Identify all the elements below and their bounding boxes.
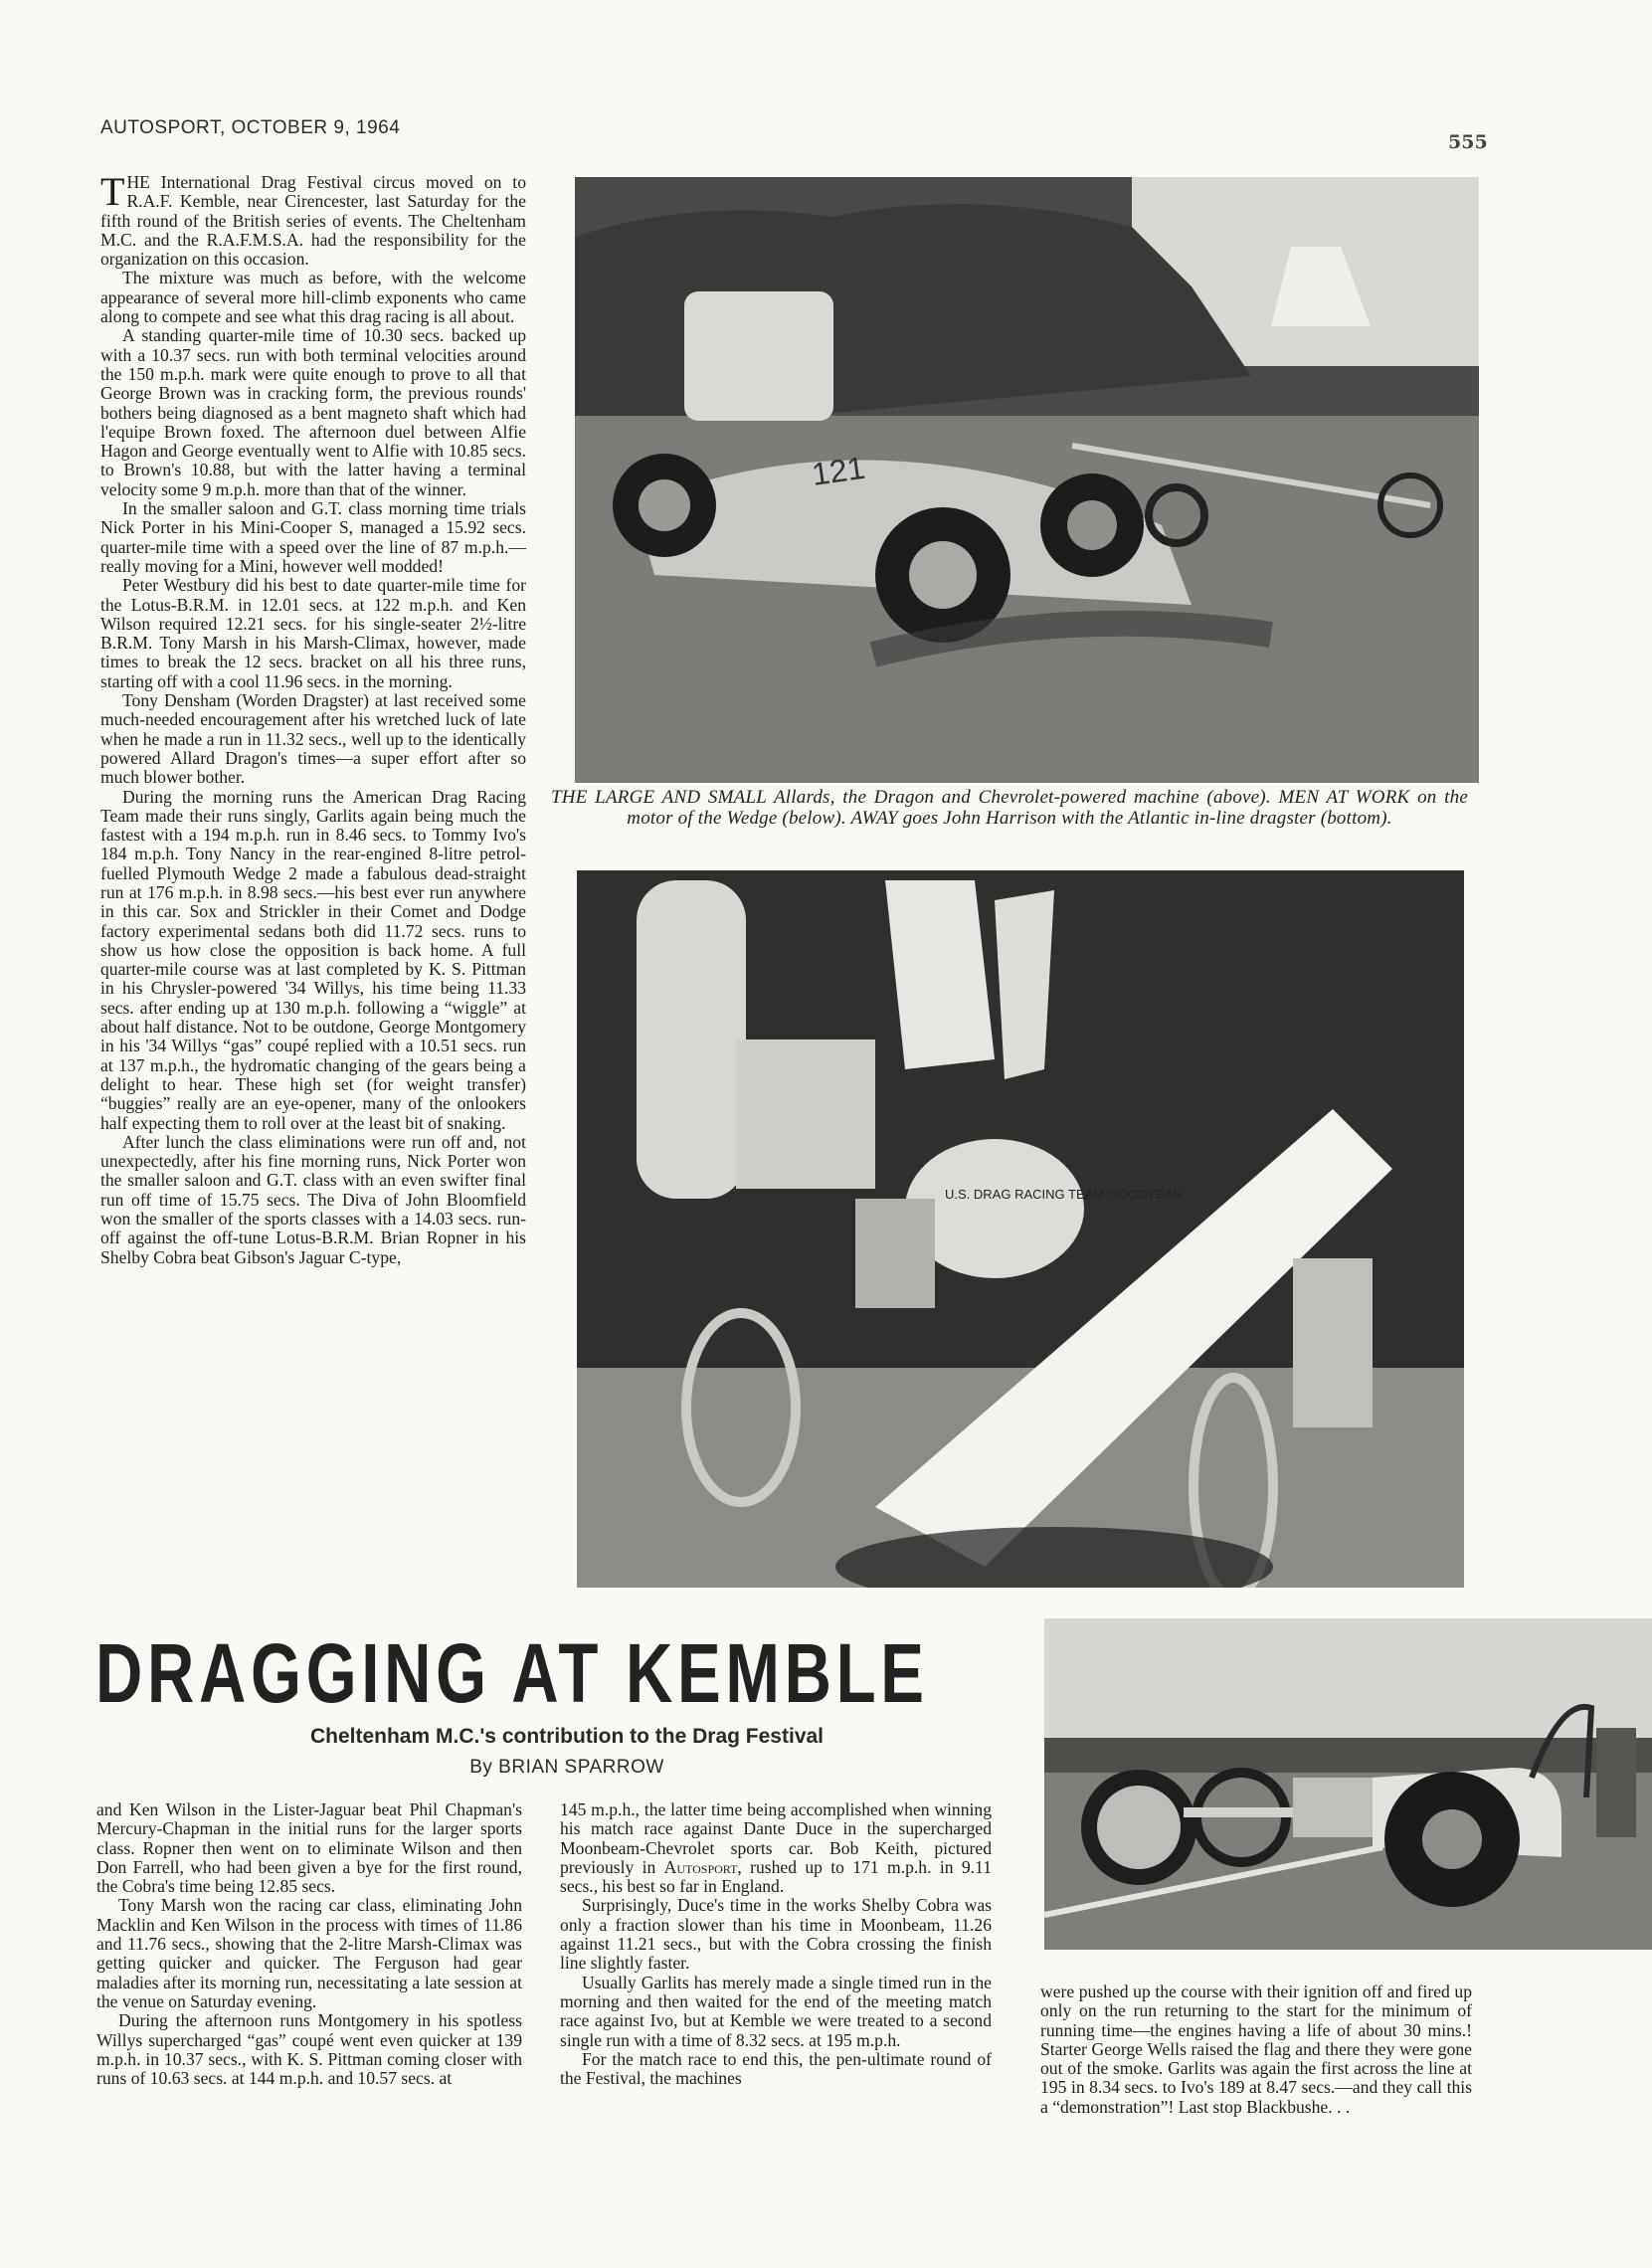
- paragraph: For the match race to end this, the pen-ultimate round of the Festival, the machines: [560, 2048, 992, 2089]
- svg-text:U.S. DRAG RACING TEAM GOODYEAR: U.S. DRAG RACING TEAM GOODYEAR: [945, 1187, 1183, 1202]
- article-column-2: [96, 1800, 522, 2088]
- paragraph: During the morning runs the American Drag Racing Team made their runs singly, Garlits again being much the fastest with a 194 m.p.h. run in 8.46 secs. to Tommy Ivo's 184 m.p.h. Tony Nancy in the rear-engined 8-litre petrol-fuelled Plymouth Wedge 2 made a fabulous dead-straight run at 176 m.p.h. in 8.98 secs.—his best ever run anywhere in this car. Sox and Strickler in their Comet and Dodge factory experimental sedans both did 11.72 secs. runs to show us how close the opposition is back home. A full quarter-mile course was at last completed by K. S. Pittman in his Chrysler-powered '34 Willys, his time being 11.33 secs. after ending up at 130 m.p.h. following a “wiggle” at about half distance. Not to be outdone, George Montgomery in his '34 Willys “gas” coupé replied with a 10.51 secs. run at 137 m.p.h., the hydromatic changing of the gears being a delight to hear. These high set (for weight transfer) “buggies” really are an eye-opener, many of the onlookers half expecting them to roll over at the least bit of snaking.: [100, 786, 526, 1133]
- autosport-brand: Autosport: [663, 1856, 738, 1877]
- paragraph: Surprisingly, Duce's time in the works Shelby Cobra was only a fraction slower than his time in Moonbeam, 11.26 against 11.21 secs., but with the Cobra crossing the finish line slightly faster.: [560, 1895, 992, 1974]
- dragster-launch-image-icon: [1044, 1618, 1652, 1950]
- photo-allards-lineup: [575, 177, 1479, 783]
- paragraph: A standing quarter-mile time of 10.30 secs. backed up with a 10.37 secs. run with both terminal velocities around the 150 m.p.h. mark were quite enough to prove to all that George Brown was in cracking form, the previous rounds' bothers being diagnosed as a bent magneto shaft which had l'equipe Brown foxed. The afternoon duel between Alfie Hagon and George eventually went to Alfie with 10.85 secs. to Brown's 10.88, but with the latter having a terminal velocity some 9 m.p.h. more than that of the winner.: [100, 325, 526, 499]
- paragraph: Peter Westbury did his best to date quarter-mile time for the Lotus-B.R.M. in 12.01 secs. at 122 m.p.h. and Ken Wilson required 12.21 secs. for his single-seater 2½-litre B.R.M. Tony Marsh in his Marsh-Climax, however, made times to break the 12 secs. bracket on all his three runs, starting off with a cool 11.96 secs. in the morning.: [100, 575, 526, 691]
- photo-men-at-work-wedge: [577, 870, 1464, 1588]
- svg-text:121: 121: [809, 449, 867, 492]
- paragraph: 145 m.p.h., the latter time being accomplished when winning his match race against Dante Duce in the supercharged Moonbeam-Chevrolet sports car. Bob Keith, pictured previously in Autosport, rushed up to 171 m.p.h. in 9.11 secs., his best so far in England.: [560, 1799, 992, 1897]
- paragraph: During the afternoon runs Montgomery in his spotless Willys supercharged “gas” coupé went even quicker at 139 m.p.h. in 10.37 secs., with K. S. Pittman coming closer with runs of 10.63 secs. at 144 m.p.h. and 10.57 secs. at: [96, 2010, 522, 2089]
- article-byline: By BRIAN SPARROW: [469, 1757, 664, 1778]
- paragraph: Tony Densham (Worden Dragster) at last received some much-needed encouragement after his wretched luck of late when he made a run in 11.32 secs., well up to the identically powered Allard Dragon's times—a super effort after so much blower bother.: [100, 690, 526, 788]
- dragster-lineup-image-icon: [575, 177, 1479, 783]
- paragraph: and Ken Wilson in the Lister-Jaguar beat Phil Chapman's Mercury-Chapman in the initial runs for the larger sports class. Ropner then went on to eliminate Wilson and then Don Farrell, who had been given a bye for the first round, the Cobra's time being 12.85 secs.: [96, 1799, 522, 1897]
- masthead: AUTOSPORT, OCTOBER 9, 1964: [100, 117, 401, 138]
- paragraph: were pushed up the course with their ignition off and fired up only on the run returning to the start for the minimum of running time—the engines having a life of about 30 mins.! Starter George Wells raised the flag and there they were gone out of the smoke. Garlits was again the first across the line at 195 in 8.34 secs. to Ivo's 189 at 8.47 secs.—and they call this a “demonstration”! Last stop Blackbushe. . .: [1040, 1982, 1472, 2117]
- article-column-4: [1040, 1983, 1472, 2117]
- article-subhead: Cheltenham M.C.'s contribution to the Drag Festival: [309, 1725, 825, 1748]
- paragraph: Tony Marsh won the racing car class, eliminating John Macklin and Ken Wilson in the process with times of 11.86 and 11.76 secs., showing that the 2-litre Marsh-Climax was getting quicker and quicker. The Ferguson had gear maladies after its morning run, necessitating a late session at the venue on Saturday evening.: [96, 1895, 522, 2011]
- article-column-1: [100, 169, 526, 1267]
- paragraph: THE International Drag Festival circus moved on to R.A.F. Kemble, near Cirencester, last Saturday for the fifth round of the British series of events. The Cheltenham M.C. and the R.A.F.M.S.A. had the responsibility for the organization on this occasion.: [100, 169, 526, 270]
- paragraph: Usually Garlits has merely made a single timed run in the morning and then waited for the end of the meeting match race against Ivo, but at Kemble we were treated to a second single run with a time of 8.32 secs. at 195 m.p.h.: [560, 1972, 992, 2050]
- drop-cap: T: [100, 169, 125, 214]
- photo-caption: THE LARGE AND SMALL Allards, the Dragon and Chevrolet-powered machine (above). MEN AT WORK on the motor of the Wedge (below). AWAY goes John Harrison with the Atlantic in-line dragster (bottom).: [551, 787, 1468, 829]
- paragraph: The mixture was much as before, with the welcome appearance of several more hill-climb exponents who came along to compete and see what this drag racing is all about.: [100, 268, 526, 327]
- paragraph: In the smaller saloon and G.T. class morning time trials Nick Porter in his Mini-Cooper S, managed a 15.92 secs. quarter-mile time with a speed over the line of 87 m.p.h.—really moving for a Mini, however well modded!: [100, 498, 526, 576]
- article-column-3: [560, 1800, 992, 2088]
- article-headline: DRAGGING AT KEMBLE: [95, 1626, 929, 1720]
- paragraph: After lunch the class eliminations were run off and, not unexpectedly, after his fine morning runs, Nick Porter won the smaller saloon and G.T. class with an even swifter final run off time of 15.75 secs. The Diva of John Bloomfield won the smaller of the sports classes with a 14.03 secs. run-off against the off-tune Lotus-B.R.M. Brian Ropner in his Shelby Cobra beat Gibson's Jaguar C-type,: [100, 1131, 526, 1267]
- photo-atlantic-dragster: [1044, 1618, 1652, 1950]
- dragster-workshop-image-icon: [577, 870, 1464, 1588]
- page-number: 555: [1448, 131, 1488, 153]
